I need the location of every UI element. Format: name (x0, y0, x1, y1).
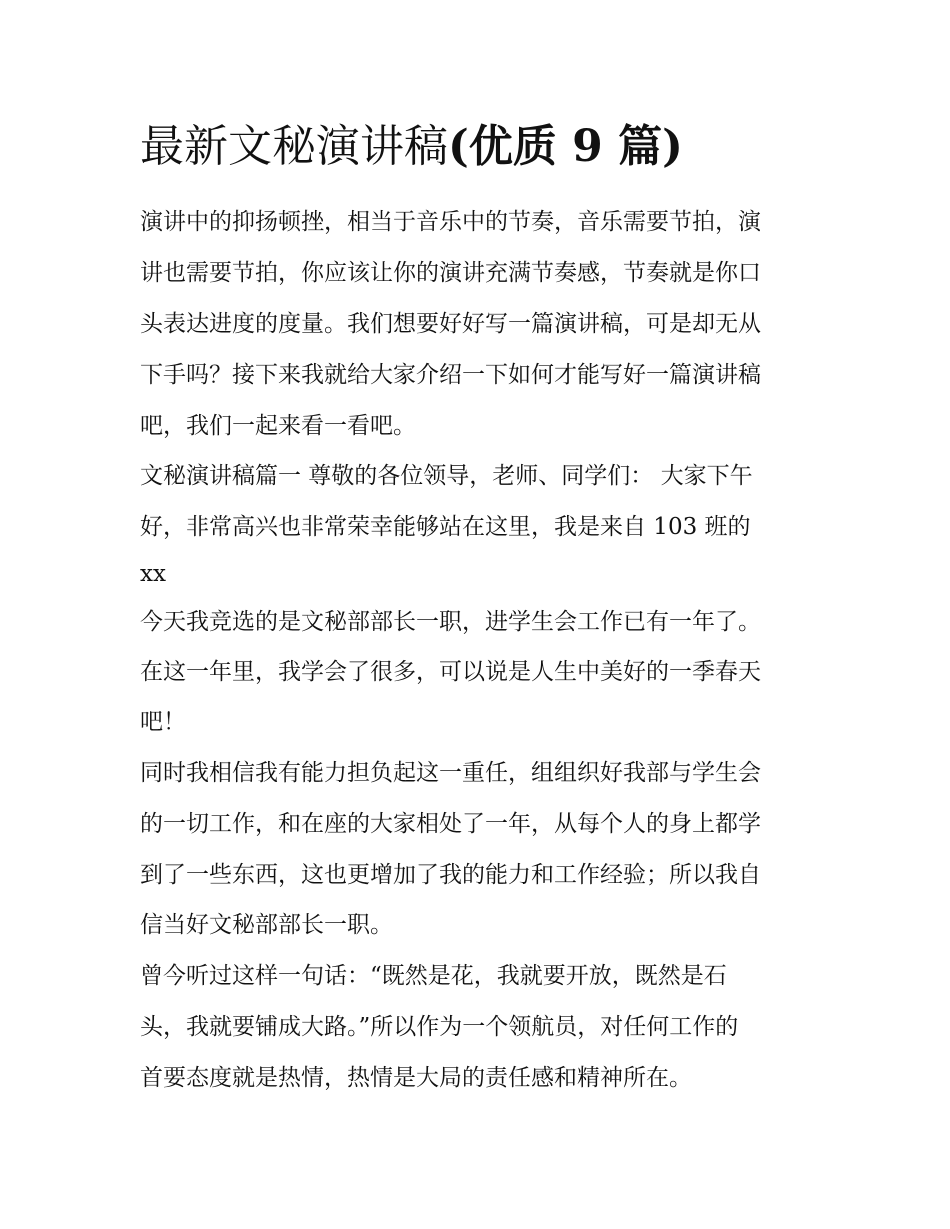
body-line: 吧，我们一起来看一看吧。 (140, 413, 416, 439)
body-line: 头表达进度的度量。我们想要好好写一篇演讲稿，可是却无从 (140, 311, 761, 337)
body-line: 演讲中的抑扬顿挫，相当于音乐中的节奏，音乐需要节拍，演 (140, 209, 761, 235)
body-line: 信当好文秘部部长一职。 (140, 912, 393, 938)
body-line: 曾今听过这样一句话：“既然是花，我就要开放，既然是石 (140, 963, 727, 989)
body-line: 吧！ (140, 709, 186, 735)
title-number: 9 (572, 121, 603, 172)
body-line: 的一切工作，和在座的大家相处了一年，从每个人的身上都学 (140, 811, 761, 837)
body-line: 到了一些东西，这也更增加了我的能力和工作经验；所以我自 (140, 862, 761, 888)
body-line: 同时我相信我有能力担负起这一重任，组组织好我部与学生会 (140, 760, 761, 786)
title-suffix: 篇) (602, 121, 683, 172)
title-paren-open: (优质 (448, 121, 573, 172)
body-line: 首要态度就是热情，热情是大局的责任感和精神所在。 (140, 1065, 692, 1091)
body-line: 文秘演讲稿篇一 尊敬的各位领导，老师、同学们： 大家下午 (140, 463, 753, 489)
body-line: 今天我竞选的是文秘部部长一职，进学生会工作已有一年了。 (140, 609, 761, 635)
body-line: 讲也需要节拍，你应该让你的演讲充满节奏感，节奏就是你口 (140, 260, 761, 286)
document-title (140, 112, 840, 182)
body-line: 在这一年里，我学会了很多，可以说是人生中美好的一季春天 (140, 659, 761, 685)
body-line: 下手吗？接下来我就给大家介绍一下如何才能写好一篇演讲稿 (140, 362, 761, 388)
body-line: 好，非常高兴也非常荣幸能够站在这里，我是来自 103 班的 (140, 514, 751, 540)
body-line: xx (140, 561, 166, 587)
body-line: 头，我就要铺成大路。”所以作为一个领航员，对任何工作的 (140, 1014, 739, 1040)
title-prefix: 最新文秘演讲稿 (140, 121, 448, 172)
